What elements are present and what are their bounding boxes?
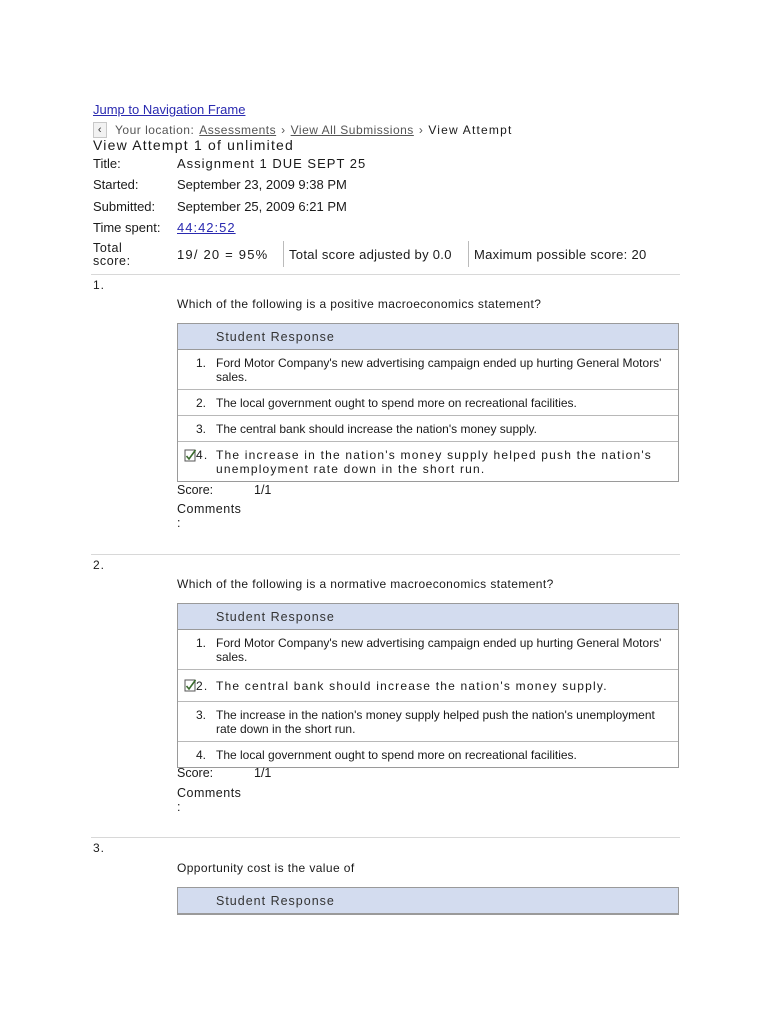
response-table-header: Student Response <box>178 604 678 630</box>
answer-row-selected <box>178 670 678 702</box>
divider <box>91 837 680 838</box>
chevron-left-icon[interactable]: ‹ <box>93 122 107 138</box>
answer-row <box>178 630 678 670</box>
breadcrumb-separator: › <box>418 123 424 137</box>
answer-number: 1. <box>196 636 207 650</box>
answer-number: 3. <box>196 422 207 436</box>
comments-label: Comments : <box>177 786 242 814</box>
time-spent-label: Time spent: <box>93 220 161 235</box>
answer-row <box>178 390 678 416</box>
response-table-header: Student Response <box>178 324 678 350</box>
started-value: September 23, 2009 9:38 PM <box>177 177 347 192</box>
title-label: Title: <box>93 156 121 171</box>
question-text: Which of the following is a normative macroeconomics statement? <box>177 577 554 591</box>
answer-text: The central bank should increase the nation's money supply. <box>216 679 608 693</box>
score-adjusted-text: Total score adjusted by 0.0 <box>289 247 452 262</box>
answer-text: The local government ought to spend more on recreational facilities. <box>216 748 577 762</box>
divider <box>91 274 680 275</box>
response-table-header: Student Response <box>178 888 678 914</box>
answer-number: 4. <box>196 748 207 762</box>
score-value: 1/1 <box>254 766 272 780</box>
divider <box>283 241 284 267</box>
started-label: Started: <box>93 177 139 192</box>
question-text: Opportunity cost is the value of <box>177 861 355 875</box>
response-table <box>177 323 679 482</box>
answer-row <box>178 350 678 390</box>
question-number: 2. <box>93 558 106 572</box>
question-number: 1. <box>93 278 106 292</box>
answer-row <box>178 742 678 767</box>
answer-text: The increase in the nation's money supply helped push the nation's unemployment rate down in the short run. <box>216 448 653 476</box>
breadcrumb-prefix: Your location: <box>115 123 195 137</box>
question-text: Which of the following is a positive macroeconomics statement? <box>177 297 542 311</box>
total-score-label: Total score: <box>93 241 131 268</box>
submitted-value: September 25, 2009 6:21 PM <box>177 199 347 214</box>
answer-text: Ford Motor Company's new advertising campaign ended up hurting General Motors' sales. <box>216 356 662 384</box>
score-value: 1/1 <box>254 483 272 497</box>
answer-row-selected <box>178 442 678 481</box>
answer-text: The local government ought to spend more on recreational facilities. <box>216 396 577 410</box>
comments-label: Comments : <box>177 502 242 530</box>
breadcrumb-current: View Attempt <box>428 123 513 137</box>
jump-to-navigation-link[interactable]: Jump to Navigation Frame <box>93 102 246 117</box>
answer-number: 3. <box>196 708 207 722</box>
score-label: Score: <box>177 766 214 780</box>
answer-number: 1. <box>196 356 207 370</box>
title-value: Assignment 1 DUE SEPT 25 <box>177 156 367 171</box>
page-title: View Attempt 1 of unlimited <box>93 137 295 153</box>
answer-text: The central bank should increase the nation's money supply. <box>216 422 537 436</box>
breadcrumb-separator: › <box>281 123 286 137</box>
answer-text: Ford Motor Company's new advertising campaign ended up hurting General Motors' sales. <box>216 636 662 664</box>
divider <box>91 554 680 555</box>
question-number: 3. <box>93 841 106 855</box>
total-score-value: 19/ 20 = 95% <box>177 247 269 262</box>
answer-number: 2. <box>196 679 209 693</box>
response-table <box>177 603 679 768</box>
response-table <box>177 887 679 915</box>
time-spent-link[interactable]: 44:42:52 <box>177 220 236 235</box>
breadcrumb-view-all-submissions-link[interactable]: View All Submissions <box>290 123 414 137</box>
submitted-label: Submitted: <box>93 199 156 214</box>
divider <box>468 241 469 267</box>
breadcrumb-assessments-link[interactable]: Assessments <box>199 123 277 137</box>
answer-row <box>178 416 678 442</box>
max-score-text: Maximum possible score: 20 <box>474 247 647 262</box>
answer-number: 2. <box>196 396 207 410</box>
score-label: Score: <box>177 483 214 497</box>
answer-number: 4. <box>196 448 209 462</box>
time-spent-value[interactable] <box>177 220 236 235</box>
answer-row <box>178 702 678 742</box>
answer-text: The increase in the nation's money supply helped push the nation's unemployment rate down in the short run. <box>216 708 655 736</box>
